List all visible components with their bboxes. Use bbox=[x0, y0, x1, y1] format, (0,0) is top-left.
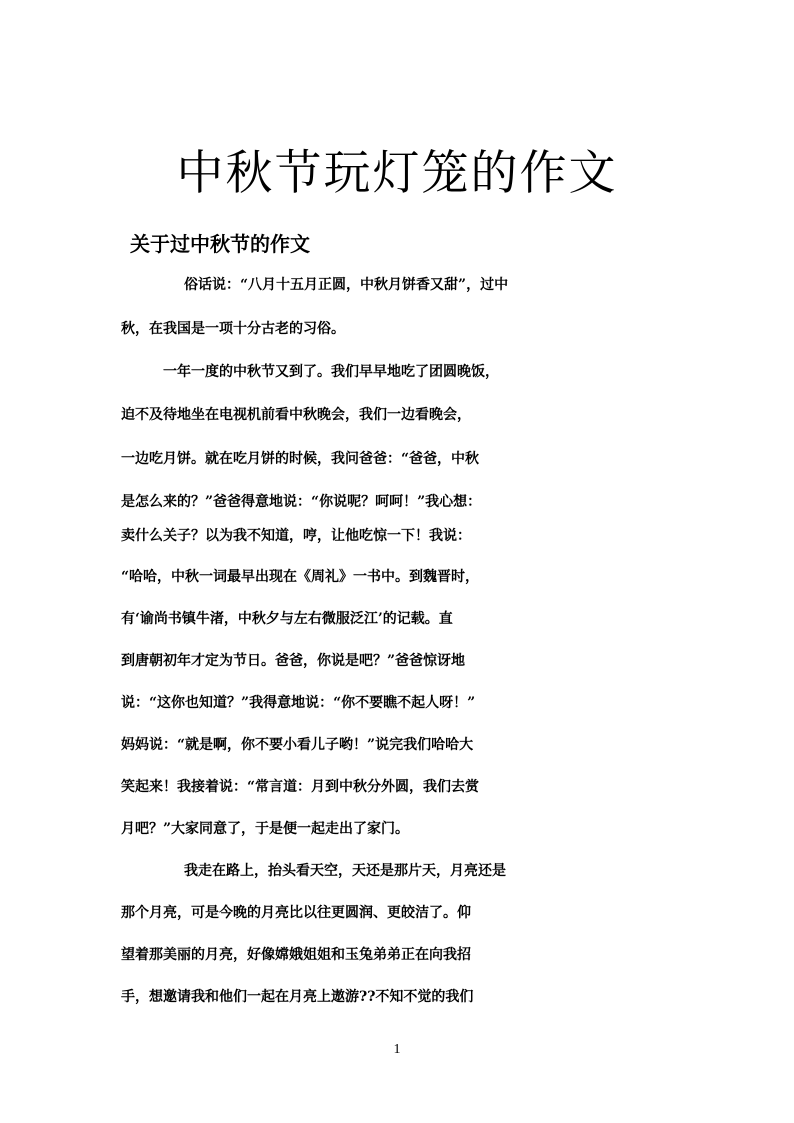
body-line: 说：“这你也知道？”我得意地说：“你不要瞧不起人呀！” bbox=[121, 695, 476, 711]
body-line: 到唐朝初年才定为节日。爸爸，你说是吧？”爸爸惊讶地 bbox=[121, 653, 466, 669]
body-line: 俗话说：“八月十五月正圆，中秋月饼香又甜”，过中 bbox=[184, 277, 509, 293]
body-line: 那个月亮，可是今晚的月亮比以往更圆润、更皎洁了。仰 bbox=[121, 905, 471, 921]
body-line: 手，想邀请我和他们一起在月亮上遨游??不知不觉的我们 bbox=[121, 989, 474, 1005]
body-line: 望着那美丽的月亮，好像嫦娥姐姐和玉兔弟弟正在向我招 bbox=[121, 947, 471, 963]
body-line: 妈妈说：“就是啊，你不要小看儿子哟！”说完我们哈哈大 bbox=[121, 737, 474, 753]
body-line: “哈哈，中秋一词最早出现在《周礼》一书中。到魏晋时， bbox=[121, 569, 480, 585]
body-line: 月吧？”大家同意了，于是便一起走出了家门。 bbox=[121, 821, 410, 837]
body-line: 一边吃月饼。就在吃月饼的时候，我问爸爸：“爸爸，中秋 bbox=[121, 451, 480, 467]
document-subtitle: 关于过中秋节的作文 bbox=[130, 232, 310, 256]
body-line: 卖什么关子？以为我不知道，哼，让他吃惊一下！我说： bbox=[121, 528, 471, 544]
body-line: 我走在路上，抬头看天空，天还是那片天，月亮还是 bbox=[184, 863, 506, 879]
body-line: 迫不及待地坐在电视机前看中秋晚会，我们一边看晚会， bbox=[121, 407, 471, 423]
body-line: 笑起来！我接着说：“常言道：月到中秋分外圆，我们去赏 bbox=[121, 779, 480, 795]
body-line: 有‘谕尚书镇牛渚，中秋夕与左右微服泛江’的记载。直 bbox=[121, 611, 453, 627]
document-title: 中秋节玩灯笼的作文 bbox=[176, 146, 618, 201]
page-number: 1 bbox=[393, 1042, 401, 1057]
body-line: 一年一度的中秋节又到了。我们早早地吃了团圆晚饭， bbox=[163, 364, 499, 380]
body-line: 是怎么来的？”爸爸得意地说：“你说呢？呵呵！”我心想： bbox=[121, 494, 482, 510]
body-line: 秋，在我国是一项十分古老的习俗。 bbox=[121, 321, 345, 337]
